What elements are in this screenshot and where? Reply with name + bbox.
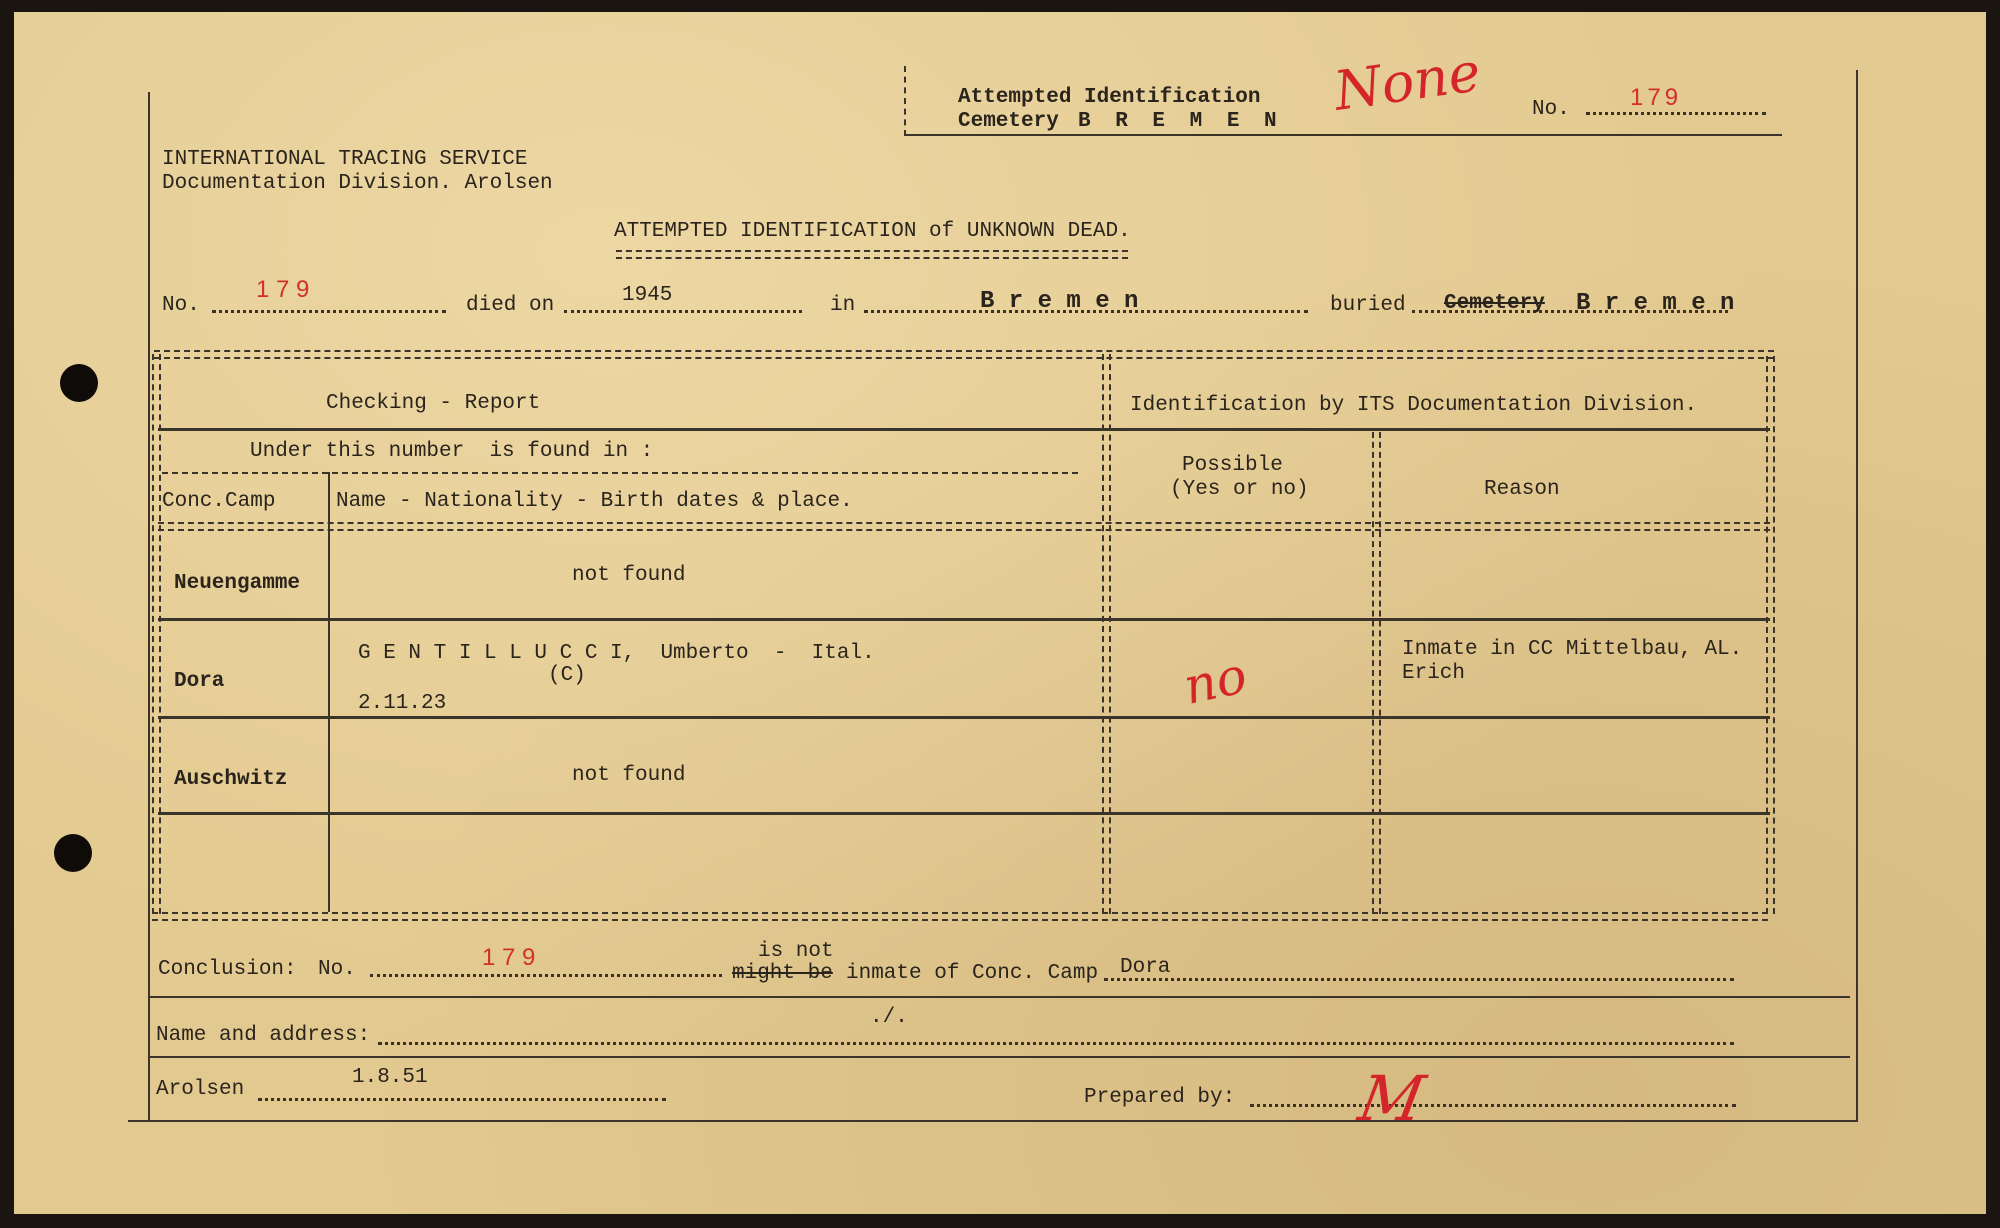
- table-camp-divider: [328, 472, 330, 912]
- footer-place: Arolsen: [156, 1078, 245, 1101]
- conclusion-no-value: 1 7 9: [482, 944, 536, 971]
- conclusion-camp-dots: [1104, 978, 1734, 981]
- table-middle-divider: [1102, 354, 1111, 914]
- org-line1: INTERNATIONAL TRACING SERVICE: [162, 148, 528, 171]
- record-in-label: in: [830, 294, 856, 317]
- row-1-name: not found: [572, 564, 686, 587]
- name-address-value: ./.: [870, 1006, 908, 1029]
- punch-hole-top: [60, 364, 98, 402]
- col-header-camp: Conc.Camp: [162, 490, 276, 513]
- header-box-line2-value: B R E M E N: [1078, 110, 1283, 133]
- punch-hole-bottom: [54, 834, 92, 872]
- table-colheader-rule: [158, 522, 1770, 531]
- handwritten-none: None: [1330, 40, 1485, 123]
- footer-date-dots: [258, 1098, 666, 1101]
- record-died-label: died on: [466, 294, 555, 317]
- conclusion-label: Conclusion:: [158, 958, 297, 981]
- header-box-line1: Attempted Identification: [958, 86, 1261, 109]
- table-subheader-rule: [162, 472, 1078, 474]
- header-box-line2-label: Cemetery: [958, 110, 1059, 133]
- conclusion-might-be: might be: [732, 962, 833, 985]
- row-1-camp: Neuengamme: [174, 572, 301, 595]
- record-buried-value: B r e m e n: [1576, 290, 1735, 317]
- header-no-label: No.: [1532, 98, 1570, 121]
- table-header-rule: [158, 428, 1770, 431]
- record-died-dots: [564, 310, 802, 313]
- row-2-name-code: (C): [548, 664, 586, 687]
- table-row-rule-1: [158, 618, 1770, 621]
- conclusion-inmate-text: inmate of Conc. Camp: [846, 962, 1099, 985]
- record-no-value: 1 7 9: [256, 276, 310, 303]
- identification-header: Identification by ITS Documentation Division.: [1130, 394, 1698, 417]
- prepared-by-signature: M: [1353, 1062, 1430, 1135]
- header-box-left: [904, 66, 906, 136]
- table-bottom-border: [152, 912, 1768, 921]
- header-no-dots: [1586, 112, 1766, 115]
- table-subheader: Under this number is found in :: [250, 440, 654, 463]
- row-2-name: G E N T I L L U C C I, Umberto - Ital.: [358, 642, 875, 665]
- row-2-reason: Inmate in CC Mittelbau, AL. Erich: [1402, 638, 1743, 685]
- prepared-by-dots: [1250, 1104, 1736, 1107]
- table-left-border: [152, 354, 161, 914]
- col-header-name: Name - Nationality - Birth dates & place.: [336, 490, 853, 513]
- record-no-dots: [212, 310, 446, 313]
- name-address-label: Name and address:: [156, 1024, 371, 1047]
- conclusion-no-label: No.: [318, 958, 356, 981]
- table-row-rule-2: [158, 716, 1770, 719]
- right-border: [1856, 70, 1858, 1120]
- record-died-value: 1945: [622, 284, 673, 307]
- table-row-rule-3: [158, 812, 1770, 815]
- header-box-bottom: [904, 134, 1782, 136]
- record-buried-struck: Cemetery: [1444, 292, 1545, 315]
- index-card: [14, 12, 1986, 1214]
- org-line2: Documentation Division. Arolsen: [162, 172, 553, 195]
- conclusion-camp-value: Dora: [1120, 956, 1171, 979]
- document-title: ATTEMPTED IDENTIFICATION of UNKNOWN DEAD.: [614, 220, 1131, 243]
- col-header-possible-2: (Yes or no): [1170, 478, 1309, 501]
- row-2-possible: no: [1178, 646, 1252, 716]
- prepared-by-label: Prepared by:: [1084, 1086, 1236, 1109]
- record-in-value: B r e m e n: [980, 288, 1139, 315]
- conclusion-no-dots: [370, 974, 722, 977]
- table-right-border: [1766, 356, 1775, 914]
- table-top-border: [154, 350, 1774, 359]
- left-border: [148, 92, 150, 1122]
- name-address-dots: [378, 1042, 1734, 1045]
- record-no-label: No.: [162, 294, 200, 317]
- row-2-birthdate: 2.11.23: [358, 692, 447, 715]
- footer-date: 1.8.51: [352, 1066, 428, 1089]
- table-possible-divider: [1372, 432, 1381, 914]
- conclusion-is-not: is not: [758, 940, 834, 963]
- name-address-rule: [148, 1056, 1850, 1058]
- title-underline: [616, 250, 1128, 259]
- header-no-value: 179: [1630, 84, 1683, 111]
- conclusion-rule: [148, 996, 1850, 998]
- row-3-name: not found: [572, 764, 686, 787]
- col-header-reason: Reason: [1484, 478, 1560, 501]
- row-3-camp: Auschwitz: [174, 768, 288, 791]
- record-buried-label: buried: [1330, 294, 1406, 317]
- row-2-camp: Dora: [174, 670, 225, 693]
- col-header-possible-1: Possible: [1182, 454, 1283, 477]
- bottom-border: [128, 1120, 1858, 1122]
- checking-report-header: Checking - Report: [326, 392, 541, 415]
